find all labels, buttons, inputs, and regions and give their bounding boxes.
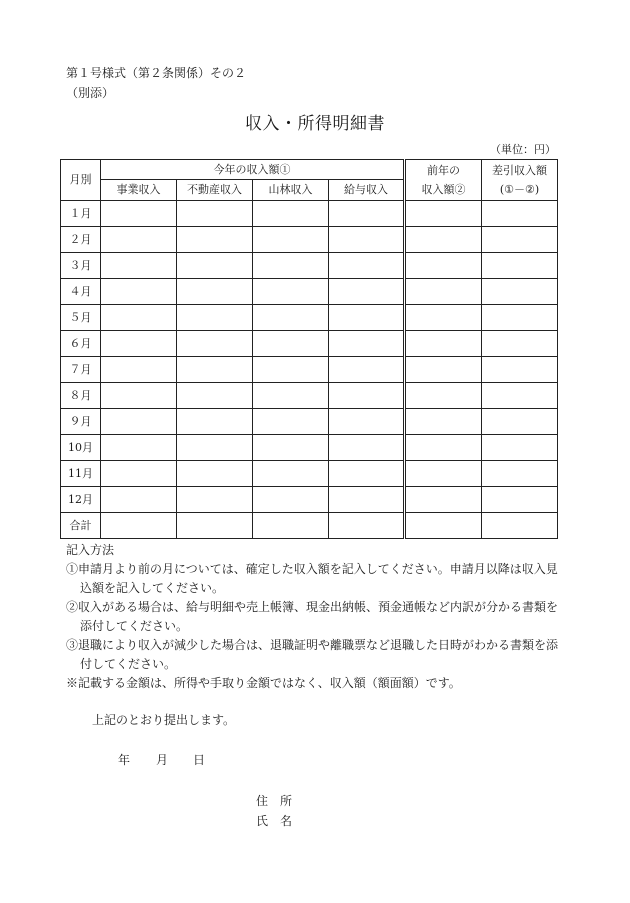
- amount-cell[interactable]: [329, 409, 405, 435]
- amount-cell[interactable]: [101, 253, 177, 279]
- amount-cell[interactable]: [329, 201, 405, 227]
- notes-section: [66, 541, 566, 693]
- amount-cell[interactable]: [101, 487, 177, 513]
- amount-cell[interactable]: [253, 305, 329, 331]
- amount-cell[interactable]: [101, 409, 177, 435]
- amount-cell[interactable]: [101, 201, 177, 227]
- amount-cell[interactable]: [329, 357, 405, 383]
- note-item-2: ②収入がある場合は、給与明細や売上帳簿、現金出納帳、預金通帳など内訳が分かる書類を添付してください。: [66, 600, 559, 633]
- amount-cell[interactable]: [329, 279, 405, 305]
- amount-cell[interactable]: [482, 227, 558, 253]
- amount-cell[interactable]: [177, 435, 253, 461]
- unit-label: （単位：円）: [490, 143, 556, 156]
- form-number: 第１号様式（第２条関係）その２: [66, 66, 247, 80]
- amount-cell[interactable]: [405, 253, 482, 279]
- amount-cell[interactable]: [253, 201, 329, 227]
- amount-cell[interactable]: [329, 513, 405, 539]
- table-row: [61, 409, 558, 435]
- amount-cell[interactable]: [177, 357, 253, 383]
- amount-cell[interactable]: [329, 227, 405, 253]
- amount-cell[interactable]: [177, 409, 253, 435]
- table-row: [61, 513, 558, 539]
- table-row: [61, 435, 558, 461]
- table-body: [61, 201, 558, 539]
- month-label: ７月: [61, 357, 101, 383]
- attachment-label: （別添）: [66, 86, 115, 100]
- amount-cell[interactable]: [405, 383, 482, 409]
- note-item-4: ※記載する金額は、所得や手取り金額ではなく、収入額（額面額）です。: [66, 676, 461, 690]
- amount-cell[interactable]: [177, 383, 253, 409]
- amount-cell[interactable]: [177, 461, 253, 487]
- amount-cell[interactable]: [101, 227, 177, 253]
- amount-cell[interactable]: [405, 461, 482, 487]
- address-label: 住 所: [256, 794, 293, 808]
- amount-cell[interactable]: [482, 279, 558, 305]
- notes-heading: 記入方法: [66, 543, 115, 557]
- amount-cell[interactable]: [482, 409, 558, 435]
- amount-cell[interactable]: [177, 279, 253, 305]
- amount-cell[interactable]: [482, 513, 558, 539]
- amount-cell[interactable]: [253, 279, 329, 305]
- month-label: ２月: [61, 227, 101, 253]
- amount-cell[interactable]: [405, 331, 482, 357]
- amount-cell[interactable]: [177, 201, 253, 227]
- amount-cell[interactable]: [253, 383, 329, 409]
- amount-cell[interactable]: [405, 409, 482, 435]
- submit-statement: 上記のとおり提出します。: [92, 713, 236, 727]
- table-row: [61, 331, 558, 357]
- amount-cell[interactable]: [253, 513, 329, 539]
- note-item-1: ①申請月より前の月については、確定した収入額を記入してください。申請月以降は収入見込額を記入してください。: [66, 562, 558, 595]
- month-label: ６月: [61, 331, 101, 357]
- amount-cell[interactable]: [482, 201, 558, 227]
- date-year-label: 年: [118, 753, 131, 767]
- amount-cell[interactable]: [101, 435, 177, 461]
- table-row: [61, 383, 558, 409]
- amount-cell[interactable]: [405, 227, 482, 253]
- diff-header-line-1: 差引収入額: [492, 164, 547, 177]
- amount-cell[interactable]: [329, 331, 405, 357]
- diff-header-line-2: (①－②): [499, 183, 540, 196]
- month-label: 合計: [61, 513, 101, 539]
- amount-cell[interactable]: [101, 357, 177, 383]
- amount-cell[interactable]: [101, 331, 177, 357]
- month-label: ５月: [61, 305, 101, 331]
- amount-cell[interactable]: [177, 487, 253, 513]
- amount-cell[interactable]: [177, 331, 253, 357]
- amount-cell[interactable]: [405, 357, 482, 383]
- amount-cell[interactable]: [101, 461, 177, 487]
- amount-cell[interactable]: [253, 357, 329, 383]
- amount-cell[interactable]: [405, 201, 482, 227]
- amount-cell[interactable]: [405, 305, 482, 331]
- amount-cell[interactable]: [101, 279, 177, 305]
- date-day-label: 日: [193, 753, 206, 767]
- amount-cell[interactable]: [329, 461, 405, 487]
- current-income-header: 今年の収入額①: [101, 160, 405, 180]
- amount-cell[interactable]: [329, 383, 405, 409]
- amount-cell[interactable]: [482, 253, 558, 279]
- month-label: 12月: [61, 487, 101, 513]
- amount-cell[interactable]: [405, 435, 482, 461]
- table-row: [61, 227, 558, 253]
- amount-cell[interactable]: [101, 383, 177, 409]
- month-label: 10月: [61, 435, 101, 461]
- amount-cell[interactable]: [253, 331, 329, 357]
- table-row: [61, 357, 558, 383]
- amount-cell[interactable]: [482, 383, 558, 409]
- table-row: [61, 279, 558, 305]
- amount-cell[interactable]: [405, 513, 482, 539]
- income-type-business: 事業収入: [101, 180, 177, 201]
- prev-year-header: [405, 160, 482, 201]
- amount-cell[interactable]: [253, 227, 329, 253]
- amount-cell[interactable]: [253, 409, 329, 435]
- income-type-salary: 給与収入: [329, 180, 405, 201]
- month-label: 11月: [61, 461, 101, 487]
- table-row: [61, 253, 558, 279]
- amount-cell[interactable]: [177, 227, 253, 253]
- amount-cell[interactable]: [405, 279, 482, 305]
- month-label: ８月: [61, 383, 101, 409]
- table-row: [61, 487, 558, 513]
- amount-cell[interactable]: [177, 513, 253, 539]
- income-table: [60, 159, 558, 539]
- page-title: 収入・所得明細書: [245, 114, 385, 134]
- table-row: [61, 201, 558, 227]
- income-type-real-estate: 不動産収入: [177, 180, 253, 201]
- amount-cell[interactable]: [405, 487, 482, 513]
- month-label: ４月: [61, 279, 101, 305]
- table-row: [61, 305, 558, 331]
- date-month-label: 月: [156, 753, 169, 767]
- prev-year-header-line-1: 前年の: [427, 164, 460, 177]
- amount-cell[interactable]: [177, 305, 253, 331]
- amount-cell[interactable]: [482, 305, 558, 331]
- amount-cell[interactable]: [253, 487, 329, 513]
- month-label: ９月: [61, 409, 101, 435]
- amount-cell[interactable]: [253, 253, 329, 279]
- amount-cell[interactable]: [329, 487, 405, 513]
- amount-cell[interactable]: [482, 331, 558, 357]
- amount-cell[interactable]: [177, 253, 253, 279]
- note-item-3: ③退職により収入が減少した場合は、退職証明や離職票など退職した日時がわかる書類を添付してください。: [66, 638, 559, 671]
- amount-cell[interactable]: [329, 435, 405, 461]
- month-label: １月: [61, 201, 101, 227]
- amount-cell[interactable]: [482, 487, 558, 513]
- amount-cell[interactable]: [482, 435, 558, 461]
- month-label: ３月: [61, 253, 101, 279]
- prev-year-header-line-2: 収入額②: [421, 183, 466, 196]
- income-type-forestry: 山林収入: [253, 180, 329, 201]
- amount-cell[interactable]: [253, 461, 329, 487]
- amount-cell[interactable]: [329, 253, 405, 279]
- amount-cell[interactable]: [482, 357, 558, 383]
- amount-cell[interactable]: [101, 513, 177, 539]
- table-row: [61, 461, 558, 487]
- amount-cell[interactable]: [482, 461, 558, 487]
- amount-cell[interactable]: [253, 435, 329, 461]
- month-header: 月別: [61, 160, 101, 201]
- diff-header: [482, 160, 558, 201]
- amount-cell[interactable]: [329, 305, 405, 331]
- amount-cell[interactable]: [101, 305, 177, 331]
- name-label: 氏 名: [256, 814, 293, 828]
